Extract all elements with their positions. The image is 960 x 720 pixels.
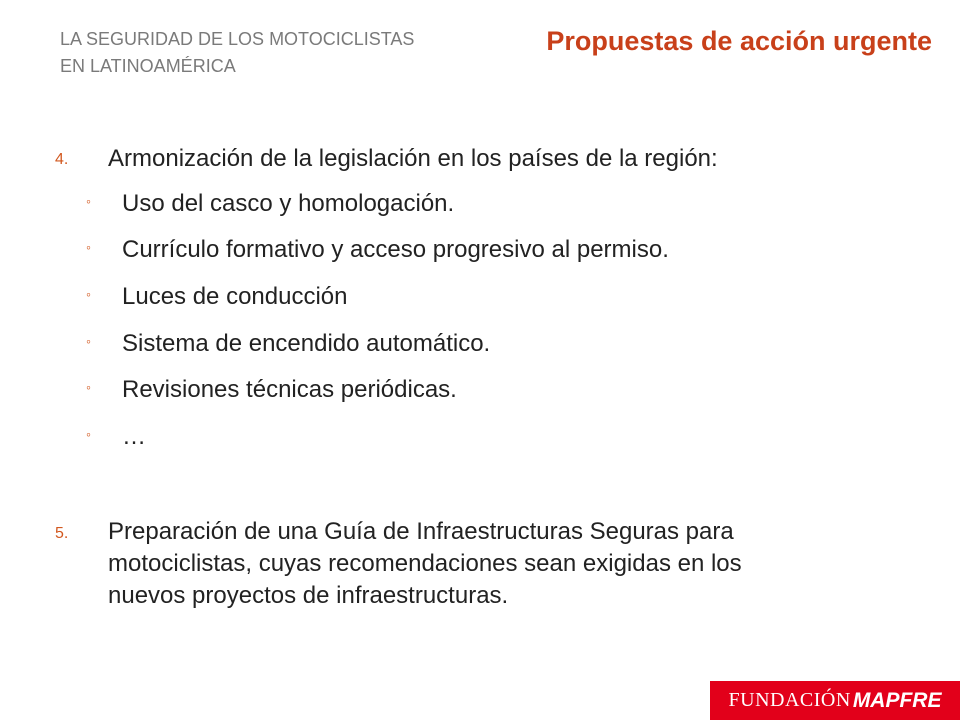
sub-item-text: Sistema de encendido automático. [122,330,491,357]
sub-item-text: … [122,423,146,450]
item-text-line: motociclistas, cuyas recomendaciones sean exigidas en los [108,550,742,577]
presentation-subtitle [60,26,414,80]
fundacion-mapfre-logo [710,681,960,720]
bullet-marker: ◦ [86,426,91,442]
bullet-marker: ◦ [86,333,91,349]
item-text-line: Preparación de una Guía de Infraestructuras Seguras para [108,518,734,545]
slide-title: Propuestas de acción urgente [546,26,932,56]
item-text: Armonización de la legislación en los países de la región: [108,145,718,172]
item-number: 5. [55,525,69,542]
item-number: 4. [55,151,69,168]
logo-text-fundacion: FUNDACIÓN [728,689,851,711]
subtitle-line-1: LA SEGURIDAD DE LOS MOTOCICLISTAS [60,29,415,49]
bullet-marker: ◦ [86,286,91,302]
sub-item-text: Revisiones técnicas periódicas. [122,376,457,403]
sub-item-text: Luces de conducción [122,283,348,310]
sub-item-text: Currículo formativo y acceso progresivo al permiso. [122,236,669,263]
logo-text-mapfre: MAPFRE [852,688,942,712]
item-text [108,516,888,612]
bullet-marker: ◦ [86,193,91,209]
subtitle-line-2: EN LATINOAMÉRICA [60,56,236,76]
bullet-marker: ◦ [86,379,91,395]
bullet-marker: ◦ [86,239,91,255]
sub-item-text: Uso del casco y homologación. [122,190,455,217]
item-text-line: nuevos proyectos de infraestructuras. [108,582,509,609]
